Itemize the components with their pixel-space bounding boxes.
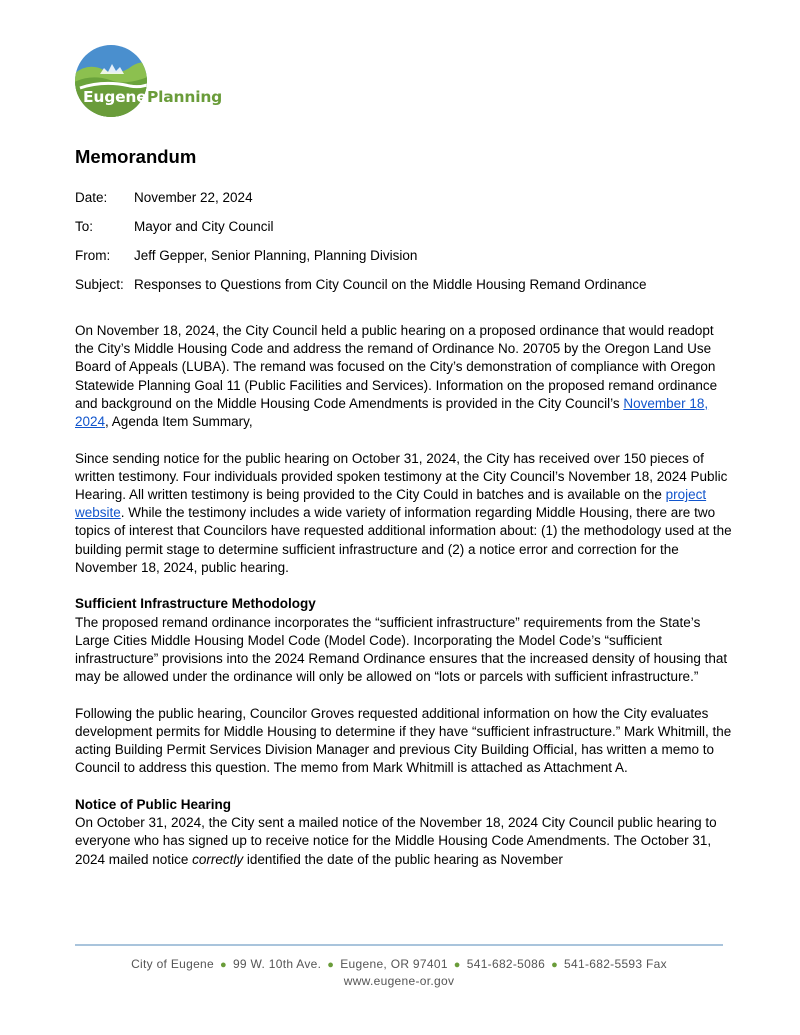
paragraph: Following the public hearing, Councilor Groves requested additional information on how the City evaluates development permits for Middle Housing to determine if they have “sufficient infrastructure.” Mark Whitmill, the acting Building Permit Services Division Manager and previous City Building Official, has written a memo to Council to address this question. The memo from Mark Whitmill is attached as Attachment A. [75,705,732,776]
paragraph-text: . While the testimony includes a wide variety of information regarding Middle Housing, there are two topics of interest that Councilors have requested additional information about: (1) the methodology used at the building permit stage to determine sufficient infrastructure and (2) a notice error and correction for the November 18, 2024, public hearing. [75,505,732,575]
footer-phone: 541-682-5086 [466,957,546,971]
paragraph-text: , Agenda Item Summary, [105,414,253,430]
bullet-icon: ● [220,959,227,971]
subject-value: Responses to Questions from City Council on the Middle Housing Remand Ordinance [134,277,647,292]
to-value: Mayor and City Council [134,219,274,234]
date-row [75,189,647,218]
paragraph [75,814,735,869]
memo-header [75,189,647,305]
page-title: Memorandum [75,146,197,167]
logo-mark-icon [74,44,224,120]
to-row [75,218,647,247]
page-footer [75,956,723,989]
from-label: From: [75,248,111,263]
date-label: Date: [75,190,108,205]
to-label: To: [75,219,94,234]
bullet-icon: ● [327,959,335,971]
from-row [75,247,647,276]
footer-address: 99 W. 10th Ave. [232,957,322,971]
paragraph: The proposed remand ordinance incorporates the “sufficient infrastructure” requirements from the State’s Large Cities Middle Housing Model Code (Model Code). Incorporating the Model Code’s “sufficient infrastructure” provisions into the 2024 Remand Ordinance ensures that the increased density of housing that may be allowed under the ordinance will only be allowed on “lots or parcels with sufficient infrastructure.” [75,614,728,685]
section-heading: Notice of Public Hearing [75,797,232,813]
footer-city: City of Eugene [131,957,214,971]
subject-row [75,276,647,305]
emphasis-text: correctly [192,851,244,867]
bullet-icon: ● [453,959,461,971]
eugene-planning-logo [74,44,224,120]
footer-divider [75,944,723,946]
date-value: November 22, 2024 [134,190,253,205]
paragraph-text: On October 31, 2024, the City sent a mailed notice of the November 18, 2024 City Council public hearing to everyone who has signed up to receive notice for the Middle Housing Code Amendments. The October 31, 2024 mailed notice [75,815,717,867]
footer-city-state: Eugene, OR 97401 [340,957,448,971]
paragraph [75,322,735,431]
footer-website[interactable]: www.eugene-or.gov [343,974,455,988]
bullet-icon: ● [551,959,559,971]
paragraph-text: Since sending notice for the public hearing on October 31, 2024, the City has received over 150 pieces of written testimony. Four individuals provided spoken testimony at the City Council’s November 18, 2024 Public Hearing. All written testimony is being provided to the City Could in batches and is available on the [75,450,728,503]
agenda-item-link[interactable]: November 18, 2024 [75,395,709,430]
paragraph-text: On November 18, 2024, the City Council held a public hearing on a proposed ordinance that would readopt the City’s Middle Housing Code and address the remand of Ordinance No. 20705 by the Oregon Land Use Board of Appeals (LUBA). The remand was focused on the City’s demonstration of compliance with Oregon Statewide Planning Goal 11 (Public Facilities and Services). Information on the proposed remand ordinance and background on the Middle Housing Code Amendments is provided in the City Council’s [75,323,718,411]
memo-body [75,322,735,887]
paragraph-text: identified the date of the public hearing as November [246,851,563,867]
section-heading: Sufficient Infrastructure Methodology [75,596,316,612]
subject-label: Subject: [75,277,124,292]
footer-contact-line [75,956,723,973]
footer-fax: 541-682-5593 Fax [564,957,667,971]
project-website-link[interactable]: project website [75,487,707,521]
from-value: Jeff Gepper, Senior Planning, Planning Division [134,248,418,263]
logo-word-eugene: Eugene [83,88,147,106]
logo-word-planning: Planning [147,88,223,106]
paragraph [75,450,735,577]
